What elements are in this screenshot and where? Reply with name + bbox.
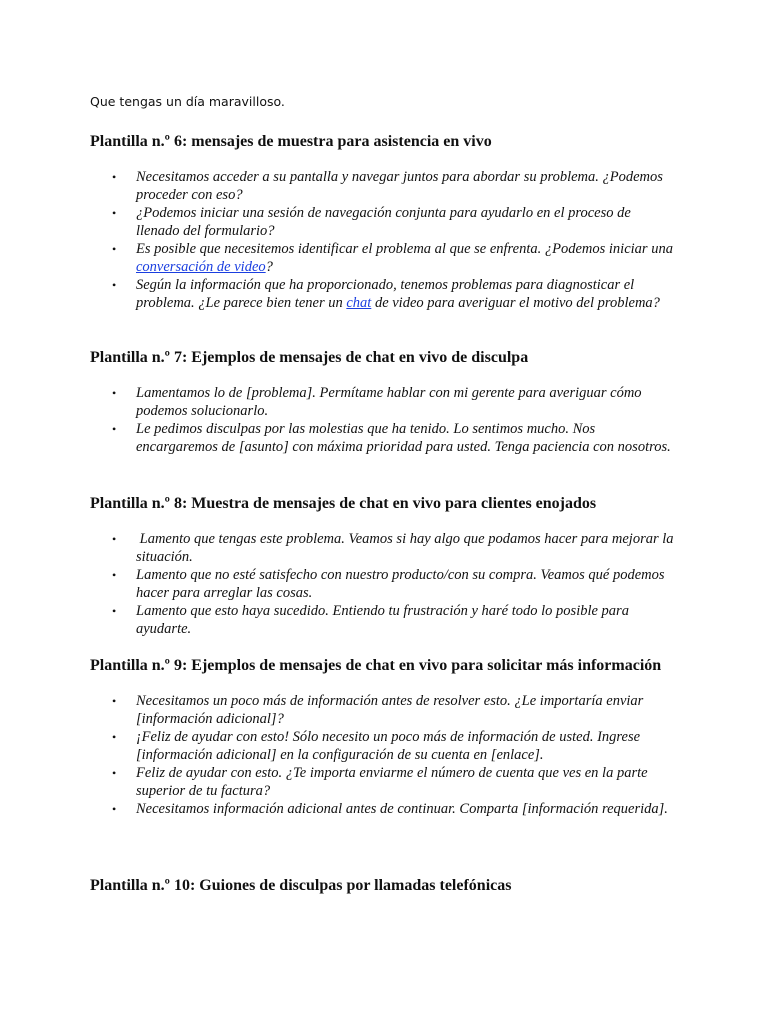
- list-item-text: Necesitamos información adicional antes de continuar. Comparta [información requerida].: [136, 801, 668, 817]
- list-item-text: Lamento que esto haya sucedido. Entiendo tu frustración y haré todo lo posible para ayudarte.: [136, 603, 629, 637]
- bullet-icon: •: [112, 568, 117, 582]
- list-item: [90, 692, 676, 728]
- list-item: [90, 602, 676, 638]
- bullet-list: [90, 530, 690, 638]
- list-item: [90, 168, 676, 204]
- list-item-text-after-link: de video para averiguar el motivo del problema?: [371, 295, 660, 311]
- section-template-10: [90, 875, 690, 897]
- list-item: [90, 276, 676, 312]
- list-item-text: Feliz de ayudar con esto. ¿Te importa enviarme el número de cuenta que ves en la parte superior de tu factura?: [136, 765, 648, 799]
- bullet-icon: •: [112, 170, 117, 184]
- list-item-text: Necesitamos un poco más de información antes de resolver esto. ¿Le importaría enviar [información adicional]?: [136, 693, 644, 727]
- bullet-list: [90, 692, 690, 818]
- bullet-icon: •: [112, 802, 117, 816]
- list-item: [90, 566, 676, 602]
- section-heading: Plantilla n.º 7: Ejemplos de mensajes de chat en vivo de disculpa: [90, 349, 529, 366]
- bullet-icon: •: [112, 694, 117, 708]
- bullet-icon: •: [112, 278, 117, 292]
- bullet-icon: •: [112, 532, 117, 546]
- list-item: [90, 204, 676, 240]
- list-item-text: ¡Feliz de ayudar con esto! Sólo necesito un poco más de información de usted. Ingrese [información adicional] en la configuración de su cuenta en [enlace].: [136, 729, 641, 763]
- section-template-9: [90, 655, 690, 818]
- list-item-text: Lamento que tengas este problema. Veamos si hay algo que podamos hacer para mejorar la situación.: [136, 531, 678, 565]
- bullet-list: [90, 168, 690, 312]
- list-item: [90, 800, 676, 818]
- list-item-text: Lamento que no esté satisfecho con nuestro producto/con su compra. Veamos qué podemos hacer para arreglar las cosas.: [136, 567, 665, 601]
- section-heading: Plantilla n.º 8: Muestra de mensajes de chat en vivo para clientes enojados: [90, 495, 597, 512]
- section-template-7: [90, 347, 690, 456]
- section-heading: Plantilla n.º 6: mensajes de muestra para asistencia en vivo: [90, 133, 492, 150]
- section-template-6: [90, 131, 690, 312]
- bullet-icon: •: [112, 386, 117, 400]
- bullet-icon: •: [112, 242, 117, 256]
- chat-link[interactable]: chat: [346, 295, 372, 311]
- list-item: [90, 240, 676, 276]
- list-item: [90, 728, 676, 764]
- list-item: [90, 764, 676, 800]
- closing-line: Que tengas un día maravilloso.: [90, 94, 285, 109]
- bullet-list: [90, 384, 690, 456]
- list-item-text: Lamentamos lo de [problema]. Permítame hablar con mi gerente para averiguar cómo podemos solucionarlo.: [136, 385, 642, 419]
- section-heading: Plantilla n.º 10: Guiones de disculpas por llamadas telefónicas: [90, 877, 512, 894]
- section-template-8: [90, 493, 690, 638]
- list-item-text-before-link: Es posible que necesitemos identificar el problema al que se enfrenta. ¿Podemos iniciar una: [136, 241, 673, 257]
- bullet-icon: •: [112, 730, 117, 744]
- bullet-icon: •: [112, 604, 117, 618]
- bullet-icon: •: [112, 206, 117, 220]
- list-item-text-before-link: Según la información que ha proporcionado, tenemos problemas para diagnosticar el problema. ¿Le parece bien tener un: [136, 277, 635, 311]
- list-item-text: ¿Podemos iniciar una sesión de navegación conjunta para ayudarlo en el proceso de llenado del formulario?: [136, 205, 631, 239]
- video-conversation-link[interactable]: conversación de video: [136, 259, 266, 275]
- list-item-text-after-link: ?: [265, 259, 273, 275]
- bullet-icon: •: [112, 422, 117, 436]
- bullet-icon: •: [112, 766, 117, 780]
- list-item-text: Necesitamos acceder a su pantalla y navegar juntos para abordar su problema. ¿Podemos proceder con eso?: [136, 169, 663, 203]
- section-heading: Plantilla n.º 9: Ejemplos de mensajes de chat en vivo para solicitar más información: [90, 657, 662, 674]
- list-item-text: Le pedimos disculpas por las molestias que ha tenido. Lo sentimos mucho. Nos encargaremos de [asunto] con máxima prioridad para usted. Tenga paciencia con nosotros.: [136, 421, 671, 455]
- list-item: [90, 384, 676, 420]
- list-item: [90, 530, 676, 566]
- list-item: [90, 420, 676, 456]
